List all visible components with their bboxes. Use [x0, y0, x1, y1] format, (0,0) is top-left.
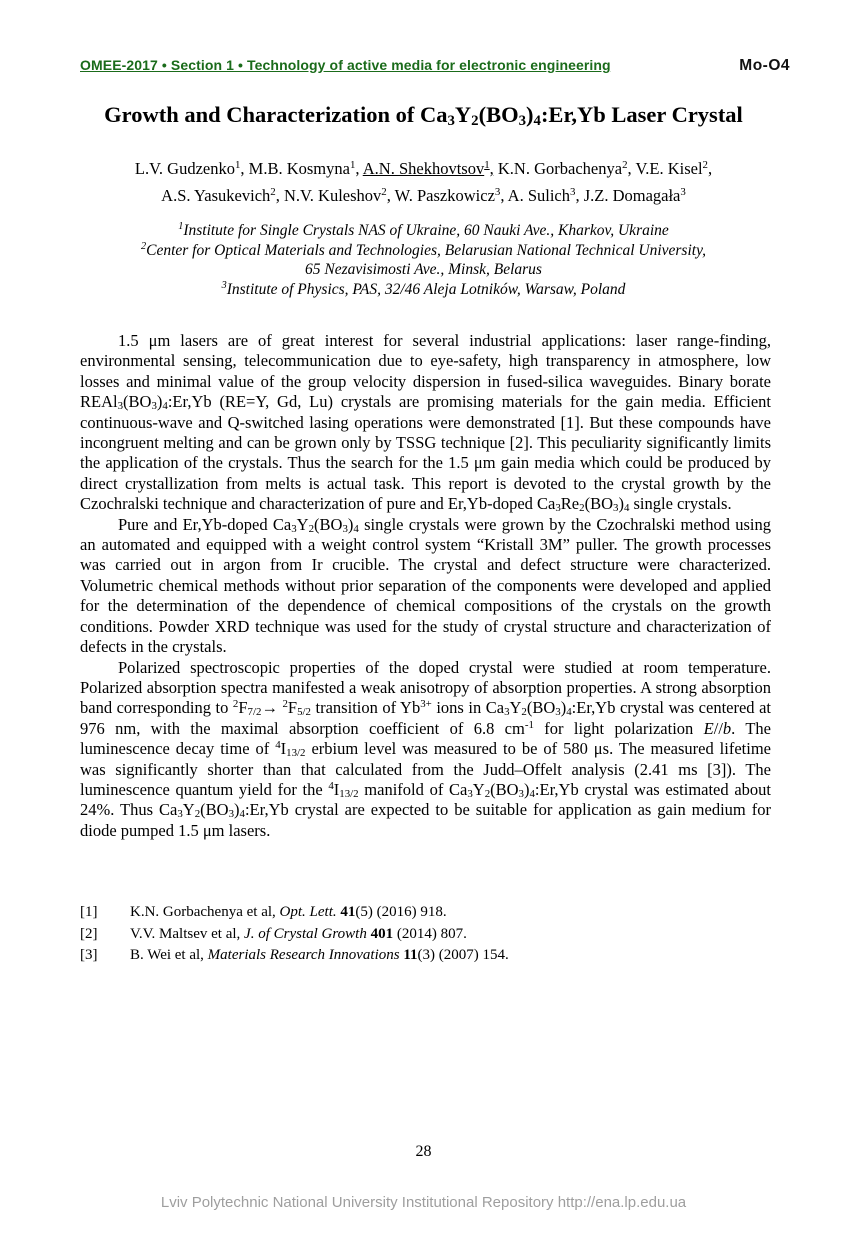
reference-item-1	[80, 902, 771, 924]
reference-text: V.V. Maltsev et al, J. of Crystal Growth 401 (2014) 807.	[130, 925, 467, 942]
affiliation-line-3: 65 Nezavisimosti Ave., Minsk, Belarus	[305, 261, 542, 278]
page-number: 28	[415, 1143, 432, 1160]
page-header	[80, 57, 790, 75]
reference-item-3	[80, 945, 771, 967]
references-block	[80, 902, 771, 967]
reference-text: B. Wei et al, Materials Research Innovations 11(3) (2007) 154.	[130, 947, 509, 964]
abstract-paragraph-3: Polarized spectroscopic properties of the doped crystal were studied at room temperature. Polarized absorption spectra manifested a weak anisotropy of absorption properties. A strong absorption band corresponding to $^2$F7/2→ $^2$F5/2 transition of $Yb^{3+}$ ions in Ca3Y2(BO3)4:Er,Yb crystal was centered at 976 nm, with the maximal absorption coefficient of 6.8 $cm^{-1}$ for light polarization E//b. The luminescence decay time of $^4$I13/2 erbium level was measured to be of 580 μs. The measured lifetime was significantly shorter than that calculated from the Judd–Offelt analysis (2.41 ms [3]). The luminescence quantum yield for the $^4$I13/2 manifold of Ca3Y2(BO3)4:Er,Yb crystal was estimated about 24%. Thus Ca3Y2(BO3)4:Er,Yb crystal are expected to be suitable for application as gain medium for diode pumped 1.5 μm lasers.	[80, 657, 771, 840]
authors-line-2: A.S. Yasukevich$^2$, N.V. Kuleshov$^2$, W. Paszkowicz$^3$, A. Sulich$^3$, J.Z. Domagała$^3$	[161, 186, 686, 205]
abstract-body	[80, 331, 771, 841]
reference-label: [2]	[80, 925, 98, 942]
authors-block	[60, 155, 787, 209]
repository-footer: Lviv Polytechnic National University Institutional Repository http://ena.lp.edu.ua	[160, 1194, 687, 1211]
abstract-paragraph-2: Pure and Er,Yb-doped Ca3Y2(BO3)4 single crystals were grown by the Czochralski method using an automated and equipped with a weight control system “Kristall 3M” puller. The growth processes was carried out in argon from Ir crucible. The crystal and defect structure were characterized. Volumetric chemical methods without prior separation of the components were developed and applied for the determination of the dependence of chemical compositions of the crystals on the growth conditions. Powder XRD technique was used for the study of crystal structure and characterization of defects in the crystals.	[80, 514, 772, 657]
reference-label: [1]	[80, 904, 98, 920]
affiliation-line-1: $^1$Institute for Single Crystals NAS of Ukraine, 60 Nauki Ave., Kharkov, Ukraine	[178, 221, 669, 239]
reference-label: [3]	[80, 947, 98, 964]
affiliations-block	[60, 221, 787, 299]
session-header: OMEE-2017 • Section 1 • Technology of active media for electronic engineering	[80, 57, 611, 73]
authors-line-1: L.V. Gudzenko$^1$, M.B. Kosmyna$^1$, A.N. Shekhovtsov$^1$, K.N. Gorbachenya$^2$, V.E. Kisel$^2$,	[134, 159, 713, 178]
affiliation-line-4: $^3$Institute of Physics, PAS, 32/46 Aleja Lotników, Warsaw, Poland	[221, 279, 626, 298]
paper-title: Growth and Characterization of Ca3Y2(BO3)4:Er,Yb Laser Crystal	[104, 102, 743, 129]
reference-item-2	[80, 924, 771, 946]
abstract-paragraph-1: 1.5 μm lasers are of great interest for several industrial applications: laser range-finding, environmental sensing, telecommunication due to eye-safety, high transparency in atmosphere, low losses and minimal value of the group velocity dispersion in fused-silica waveguides. Binary borate REAl3(BO3)4:Er,Yb (RE=Y, Gd, Lu) crystals are promising materials for the gain media. Efficient continuous-wave and Q-switched lasing operations were demonstrated [1]. But these compounds have incongruent melting and can be grown only by TSSG technique [2]. This peculiarity significantly limits the application of the crystals. Thus the search for the 1.5 μm gain media which could be produced by direct crystallization from melts is actual task. This report is devoted to the crystal growth by the Czochralski technique and characterization of pure and Er,Yb-doped Ca3Re2(BO3)4 single crystals.	[80, 331, 771, 515]
paper-code: Mo-O4	[739, 57, 790, 74]
affiliation-line-2: $^2$Center for Optical Materials and Technologies, Belarusian National Technical University,	[141, 240, 706, 259]
reference-text: K.N. Gorbachenya et al, Opt. Lett. 41(5) (2016) 918.	[130, 904, 447, 920]
